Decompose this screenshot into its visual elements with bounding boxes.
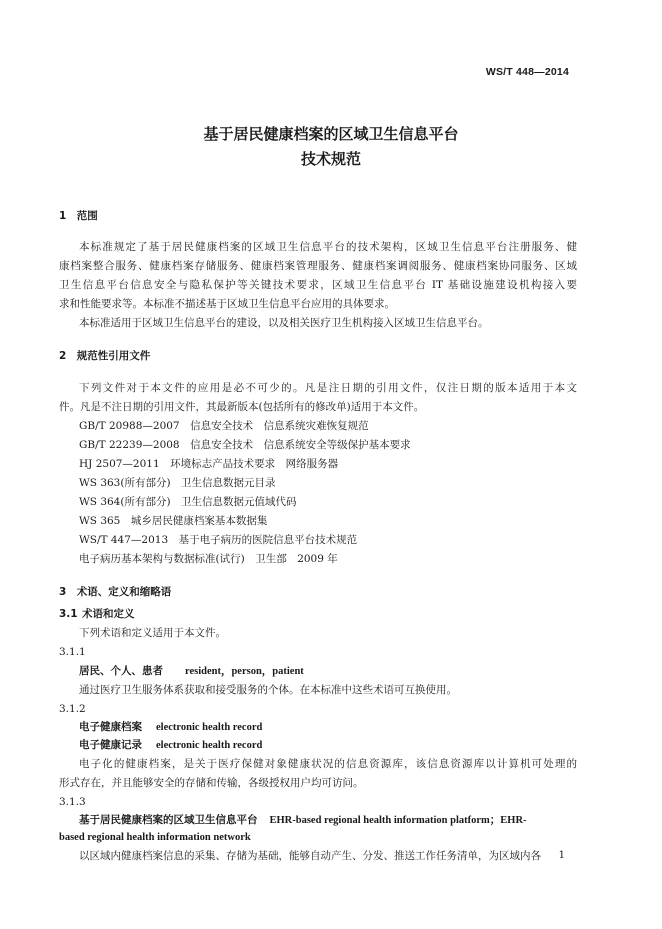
standard-code: WS/T 448—2014 — [485, 66, 569, 78]
term-3-1-3-en-continued: based regional health information network — [59, 832, 251, 843]
term-3-1-2-zh-1: 电子健康档案 — [79, 721, 142, 733]
section-2-intro-line2: 件。凡是不注日期的引用文件，其最新版本(包括所有的修改单)适用于本文件。 — [59, 401, 425, 413]
section-1-heading: 1 范围 — [59, 210, 98, 222]
reference-item: WS 363(所有部分) 卫生信息数据元目录 — [79, 477, 276, 489]
term-3-1-3-number: 3.1.3 — [59, 796, 86, 808]
reference-item: WS 364(所有部分) 卫生信息数据元值域代码 — [79, 496, 297, 508]
term-3-1-2-definition-line2: 形式存在，并且能够安全的存储和传输，各级授权用户均可访问。 — [59, 777, 364, 789]
page-number: 1 — [558, 850, 565, 861]
term-3-1-1-heading — [79, 664, 304, 679]
section-1-para1-line1: 本标准规定了基于居民健康档案的区域卫生信息平台的技术架构，区域卫生信息平台注册服务、健 — [79, 241, 577, 253]
term-3-1-2-heading-2 — [79, 738, 262, 753]
reference-item: GB/T 20988—2007 信息安全技术 信息系统灾难恢复规范 — [79, 420, 369, 432]
reference-item: 电子病历基本架构与数据标准(试行) 卫生部 2009 年 — [79, 553, 338, 565]
term-3-1-2-definition-line1: 电子化的健康档案，是关于医疗保健对象健康状况的信息资源库，该信息资源库以计算机可处理的 — [79, 758, 577, 770]
section-3-1-title: 术语和定义 — [82, 608, 135, 620]
reference-item: WS/T 447—2013 基于电子病历的医院信息平台技术规范 — [79, 534, 358, 546]
term-3-1-1-definition: 通过医疗卫生服务体系获取和接受服务的个体。在本标准中这些术语可互换使用。 — [79, 684, 457, 696]
term-3-1-1-en: resident，person，patient — [185, 666, 304, 677]
section-1-para2: 本标准适用于区域卫生信息平台的建设，以及相关医疗卫生机构接入区域卫生信息平台。 — [79, 317, 489, 329]
section-3-heading: 3 术语、定义和缩略语 — [59, 586, 172, 598]
term-3-1-3-en: EHR-based regional health information platform；EHR- — [269, 815, 527, 826]
term-3-1-2-heading-1 — [79, 720, 262, 735]
reference-item: GB/T 22239—2008 信息安全技术 信息系统安全等级保护基本要求 — [79, 439, 411, 451]
reference-item: HJ 2507—2011 环境标志产品技术要求 网络服务器 — [79, 458, 339, 470]
term-3-1-2-zh-2: 电子健康记录 — [79, 739, 142, 751]
section-3-1-intro: 下列术语和定义适用于本文件。 — [79, 627, 226, 639]
section-3-1-number: 3.1 — [59, 608, 78, 620]
term-3-1-1-zh: 居民、个人、患者 — [79, 665, 163, 677]
term-3-1-3-zh: 基于居民健康档案的区域卫生信息平台 — [79, 814, 258, 826]
section-1-para1-line2: 康档案整合服务、健康档案存储服务、健康档案管理服务、健康档案调阅服务、健康档案协同服务、区域 — [59, 260, 577, 272]
reference-item: WS 365 城乡居民健康档案基本数据集 — [79, 515, 268, 527]
document-title: 基于居民健康档案的区域卫生信息平台 — [203, 125, 459, 143]
term-3-1-1-number: 3.1.1 — [59, 646, 86, 658]
section-2-intro-line1: 下列文件对于本文件的应用是必不可少的。凡是注日期的引用文件，仅注日期的版本适用于本文 — [79, 382, 577, 394]
document-subtitle: 技术规范 — [300, 150, 361, 168]
term-3-1-3-definition: 以区域内健康档案信息的采集、存储为基础，能够自动产生、分发、推送工作任务清单，为区域内各 — [79, 850, 541, 862]
section-1-para1-line3: 卫生信息平台信息安全与隐私保护等关键技术要求，区域卫生信息平台 IT 基础设施建设机构接入要 — [59, 279, 577, 291]
section-2-heading: 2 规范性引用文件 — [59, 350, 151, 362]
section-1-para1-line4: 求和性能要求等。本标准不描述基于区域卫生信息平台应用的具体要求。 — [59, 298, 395, 310]
term-3-1-2-number: 3.1.2 — [59, 703, 86, 715]
term-3-1-3-heading — [79, 813, 577, 828]
term-3-1-2-en-1: electronic health record — [156, 722, 263, 733]
term-3-1-2-en-2: electronic health record — [156, 740, 263, 751]
